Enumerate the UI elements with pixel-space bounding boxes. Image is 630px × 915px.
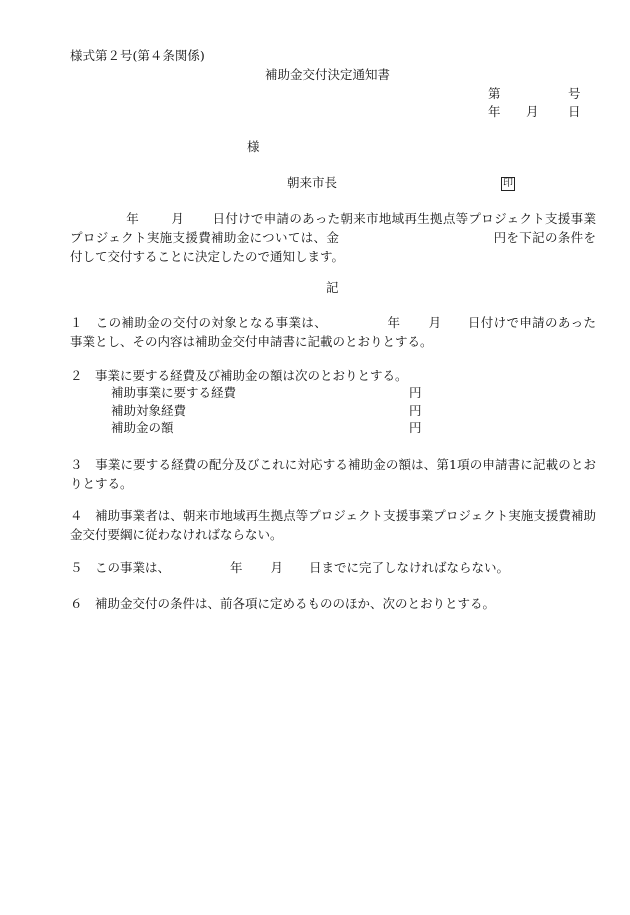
ki-heading: 記 [326, 280, 339, 295]
ref-dai: 第 [488, 86, 501, 101]
date-nen: 年 [488, 104, 501, 119]
cost-row-label: 補助事業に要する経費 [111, 385, 237, 400]
document-title: 補助金交付決定通知書 [265, 67, 391, 82]
item1-text-b: 日付けで申請のあった事業とし、その内容は補助金交付申請書に記載のとおりとする。 [70, 315, 596, 349]
issuer-name: 朝来市長 [287, 175, 338, 190]
ref-go: 号 [568, 86, 581, 101]
item-3: ３ 事業に要する経費の配分及びこれに対応する補助金の額は、第1項の申請書に記載のとおりとする。 [70, 457, 596, 491]
cost-row-unit: 円 [409, 420, 422, 435]
item-5 [70, 558, 596, 577]
item-1 [70, 313, 596, 351]
intro-nen: 年 [126, 211, 140, 226]
item-6: ６ 補助金交付の条件は、前各項に定めるもののほか、次のとおりとする。 [70, 596, 496, 611]
item5-text-a: ５ この事業は、 [70, 560, 171, 575]
cost-row-unit: 円 [409, 385, 422, 400]
item-4: ４ 補助事業者は、朝来市地域再生拠点等プロジェクト支援事業プロジェクト実施支援費補助金交付要綱に従わなければならない。 [70, 508, 596, 542]
addressee-sama: 様 [247, 139, 260, 154]
intro-text-2: 円を下記の条件を付して交付することに決定したので通知します。 [70, 230, 596, 264]
intro-tsuki: 月 [171, 211, 185, 226]
seal-icon: 印 [503, 177, 513, 189]
item1-text-a: １ この補助金の交付の対象となる事業は、 [70, 315, 328, 330]
cost-row-unit: 円 [409, 403, 422, 418]
item5-text-b: 日までに完了しなければならない。 [309, 560, 510, 575]
item1-tsuki: 月 [428, 315, 442, 330]
intro-text-1: 日付けで申請のあった朝来市地域再生拠点等プロジェクト支援事業プロジェクト実施支援費補助金については、金 [70, 211, 596, 245]
form-number: 様式第２号(第４条関係) [70, 48, 205, 63]
cost-row-label: 補助対象経費 [111, 403, 187, 418]
date-tsuki: 月 [526, 104, 539, 119]
intro-paragraph [70, 209, 596, 266]
date-hi: 日 [568, 104, 581, 119]
item5-tsuki: 月 [270, 560, 284, 575]
item5-nen: 年 [230, 560, 243, 575]
item-2: ２ 事業に要する経費及び補助金の額は次のとおりとする。 [70, 368, 408, 383]
item1-nen: 年 [387, 315, 401, 330]
cost-row-label: 補助金の額 [111, 420, 174, 435]
seal-mark [501, 175, 515, 191]
